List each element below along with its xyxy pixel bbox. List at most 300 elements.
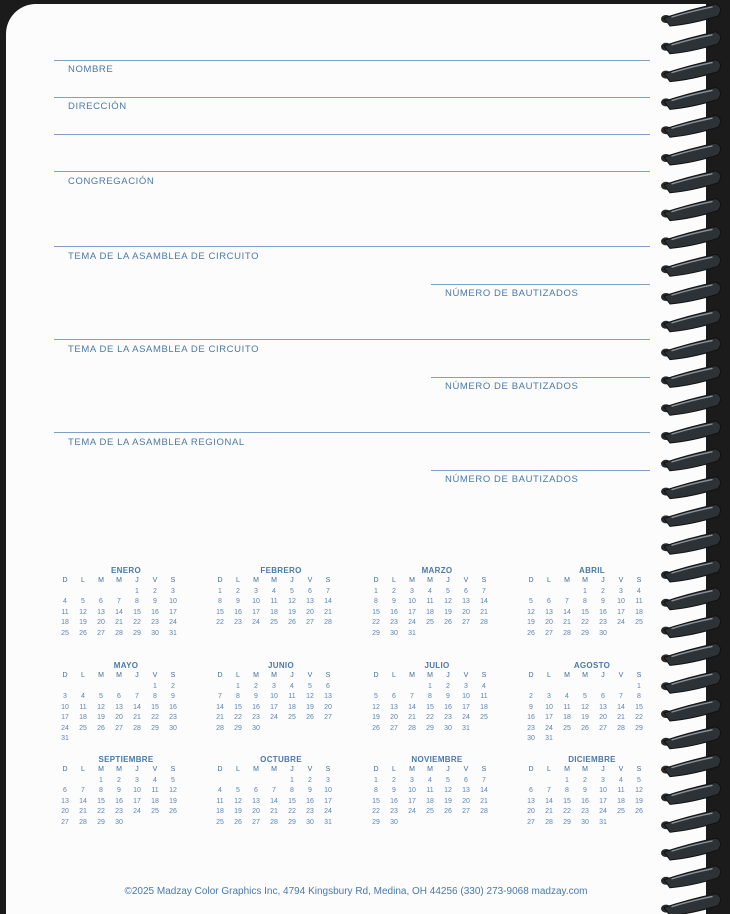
day-cell: 23 [234,619,242,626]
day-cell: 15 [581,608,589,616]
weekday-header: M [564,672,570,679]
day-cell: 30 [390,629,398,637]
weekday-header: J [290,766,294,773]
day-cell: 19 [97,714,105,721]
weekday-header: S [636,577,642,584]
day-cell: 20 [252,808,260,815]
month-septiembre [56,755,196,828]
weekday-header: J [446,672,450,679]
day-grid [56,576,196,639]
address-line-2[interactable] [54,171,650,172]
weekday-header: M [271,766,277,773]
day-cell: 28 [563,629,571,637]
day-cell: 14 [563,608,571,616]
day-grid [367,671,507,734]
day-cell: 22 [216,619,224,626]
day-cell: 1 [99,776,103,784]
weekday-header: J [290,672,294,679]
day-cell: 23 [115,808,123,815]
day-cell: 27 [462,619,470,626]
weekday-header: M [253,766,259,773]
weekday-header: M [564,577,570,584]
day-cell: 1 [236,682,240,690]
day-cell: 11 [79,703,87,711]
day-cell: 3 [326,776,330,784]
day-cell: 24 [545,724,553,732]
weekday-header: D [62,766,68,773]
day-cell: 26 [97,724,105,732]
day-cell: 24 [408,808,416,815]
day-cell: 30 [581,818,589,826]
day-cell: 14 [115,608,123,616]
weekday-header: S [481,766,487,773]
day-cell: 12 [169,787,177,794]
weekday-header: L [547,577,551,584]
day-cell: 26 [234,818,242,826]
weekday-header: V [463,672,469,679]
weekday-header: J [135,577,139,584]
day-cell: 21 [216,714,224,721]
month-mayo [56,661,196,745]
day-cell: 21 [270,808,278,815]
day-cell: 18 [216,808,224,815]
day-cell: 26 [635,808,643,815]
day-cell: 18 [635,608,643,616]
weekday-header: L [81,766,85,773]
day-cell: 29 [426,724,434,732]
day-cell: 23 [599,619,607,626]
day-cell: 29 [635,724,643,732]
weekday-header: L [392,672,396,679]
day-cell: 3 [171,587,175,595]
day-cell: 2 [236,587,240,595]
weekday-header: V [463,577,469,584]
baptized-1-label: NÚMERO DE BAUTIZADOS [445,288,579,299]
day-cell: 5 [171,776,175,784]
day-cell: 11 [563,703,571,711]
day-cell: 13 [61,797,69,805]
day-grid [522,671,662,745]
name-line[interactable] [54,97,650,98]
baptized-2-line[interactable] [431,377,650,378]
weekday-header: D [373,766,379,773]
day-cell: 13 [462,598,470,605]
day-cell: 22 [234,714,242,721]
day-cell: 6 [529,787,533,794]
day-cell: 10 [252,598,260,605]
day-cell: 11 [61,608,69,616]
weekday-header: J [601,577,605,584]
day-cell: 15 [563,797,571,805]
day-cell: 12 [306,693,314,700]
circuit-assembly-1-line[interactable] [54,339,650,340]
circuit-assembly-2-line[interactable] [54,432,650,433]
day-cell: 16 [169,703,177,711]
day-cell: 9 [583,787,587,794]
day-cell: 12 [527,608,535,616]
day-cell: 19 [372,714,380,721]
weekday-header: D [373,672,379,679]
day-cell: 2 [446,682,450,690]
day-cell: 9 [392,787,396,794]
day-cell: 29 [372,818,380,826]
weekday-header: S [170,577,176,584]
day-cell: 21 [563,619,571,626]
day-cell: 10 [545,703,553,711]
congregation-label: CONGREGACIÓN [68,176,155,187]
day-cell: 3 [272,682,276,690]
weekday-header: J [446,577,450,584]
day-cell: 18 [563,714,571,721]
weekday-header: V [307,672,313,679]
day-cell: 22 [563,808,571,815]
day-cell: 2 [117,776,121,784]
day-cell: 27 [390,724,398,732]
day-cell: 5 [308,682,312,690]
weekday-header: D [528,672,534,679]
empty-cell [92,682,110,693]
day-cell: 22 [288,808,296,815]
day-cell: 27 [115,724,123,732]
day-cell: 10 [61,703,69,711]
empty-cell [540,682,558,693]
day-cell: 13 [97,608,105,616]
day-cell: 12 [234,797,242,805]
day-cell: 28 [480,808,488,815]
day-cell: 10 [133,787,141,794]
congregation-line[interactable] [54,246,650,247]
day-cell: 5 [99,693,103,700]
baptized-1-line[interactable] [431,284,650,285]
day-cell: 28 [408,724,416,732]
day-cell: 15 [288,797,296,805]
day-cell: 3 [63,693,67,700]
day-cell: 9 [529,703,533,711]
day-cell: 9 [117,787,121,794]
day-cell: 30 [306,818,314,826]
day-cell: 17 [462,703,470,711]
day-cell: 11 [270,598,278,605]
day-cell: 4 [428,776,432,784]
month-name: FEBRERO [260,566,302,575]
day-grid [522,765,662,828]
day-cell: 8 [99,787,103,794]
circuit-assembly-2-label: TEMA DE LA ASAMBLEA DE CIRCUITO [68,344,260,355]
day-cell: 30 [169,724,177,732]
day-cell: 20 [390,714,398,721]
empty-cell [110,682,128,693]
day-cell: 6 [254,787,258,794]
empty-cell [229,776,247,787]
weekday-header: J [135,766,139,773]
day-cell: 19 [306,703,314,711]
day-cell: 16 [306,797,314,805]
day-grid [56,671,196,745]
day-cell: 15 [635,703,643,711]
day-cell: 2 [529,693,533,700]
day-cell: 21 [408,714,416,721]
day-cell: 3 [464,682,468,690]
day-cell: 6 [464,587,468,595]
day-cell: 11 [288,693,296,700]
day-cell: 19 [79,619,87,626]
day-cell: 14 [480,598,488,605]
weekday-header: M [98,672,104,679]
day-cell: 4 [272,587,276,595]
day-grid [211,765,351,828]
day-cell: 25 [79,724,87,732]
month-name: MAYO [113,661,139,670]
empty-cell [540,587,558,598]
day-cell: 26 [169,808,177,815]
day-cell: 10 [408,787,416,794]
weekday-header: V [152,577,158,584]
day-cell: 4 [428,587,432,595]
day-cell: 17 [545,714,553,721]
empty-cell [211,682,229,693]
address-line-1[interactable] [54,134,650,135]
day-cell: 22 [635,714,643,721]
day-cell: 19 [444,797,452,805]
day-cell: 20 [61,808,69,815]
day-grid [522,576,662,639]
day-cell: 22 [372,808,380,815]
day-cell: 30 [444,724,452,732]
day-grid [56,765,196,828]
day-cell: 20 [527,808,535,815]
day-cell: 25 [216,818,224,826]
day-cell: 2 [153,587,157,595]
day-cell: 11 [151,787,159,794]
day-cell: 24 [133,808,141,815]
name-label: NOMBRE [68,64,114,75]
day-cell: 13 [527,797,535,805]
day-cell: 18 [426,608,434,616]
day-cell: 25 [270,619,278,626]
day-cell: 15 [151,703,159,711]
day-cell: 1 [218,587,222,595]
day-cell: 23 [306,808,314,815]
weekday-header: D [62,672,68,679]
day-cell: 9 [392,598,396,605]
day-cell: 26 [581,724,589,732]
day-cell: 14 [324,598,332,605]
day-cell: 3 [410,587,414,595]
day-cell: 8 [236,693,240,700]
day-cell: 18 [151,797,159,805]
day-cell: 7 [272,787,276,794]
day-cell: 22 [581,619,589,626]
day-cell: 16 [151,608,159,616]
day-cell: 5 [290,587,294,595]
day-cell: 18 [426,797,434,805]
day-cell: 8 [637,693,641,700]
weekday-header: S [325,577,331,584]
day-cell: 22 [372,619,380,626]
weekday-header: M [409,672,415,679]
day-cell: 1 [565,776,569,784]
day-cell: 27 [97,629,105,637]
day-cell: 8 [290,787,294,794]
day-cell: 27 [545,629,553,637]
month-octubre [211,755,351,828]
day-cell: 12 [79,608,87,616]
day-cell: 16 [581,797,589,805]
day-cell: 17 [252,608,260,616]
day-cell: 1 [153,682,157,690]
day-cell: 14 [545,797,553,805]
day-cell: 17 [133,797,141,805]
day-cell: 11 [426,787,434,794]
day-cell: 26 [444,619,452,626]
day-grid [211,671,351,734]
day-cell: 25 [635,619,643,626]
day-cell: 3 [547,693,551,700]
day-cell: 23 [390,808,398,815]
day-cell: 24 [408,619,416,626]
day-cell: 17 [61,714,69,721]
day-cell: 12 [444,598,452,605]
day-cell: 3 [601,776,605,784]
empty-cell [558,587,576,598]
weekday-header: J [135,672,139,679]
day-cell: 1 [290,776,294,784]
day-cell: 4 [290,682,294,690]
empty-cell [211,776,229,787]
month-name: SEPTIEMBRE [98,755,154,764]
day-cell: 22 [151,714,159,721]
day-cell: 4 [81,693,85,700]
day-cell: 20 [599,714,607,721]
weekday-header: M [98,766,104,773]
day-cell: 15 [133,608,141,616]
day-cell: 2 [583,776,587,784]
day-cell: 7 [482,587,486,595]
weekday-header: M [116,766,122,773]
day-cell: 7 [410,693,414,700]
day-cell: 5 [374,693,378,700]
day-cell: 18 [79,714,87,721]
day-cell: 26 [288,619,296,626]
day-cell: 11 [480,693,488,700]
day-cell: 28 [79,818,87,826]
address-label: DIRECCIÓN [68,101,127,112]
weekday-header: L [236,577,240,584]
day-cell: 18 [617,797,625,805]
day-cell: 21 [133,714,141,721]
month-febrero [211,566,351,629]
day-cell: 23 [169,714,177,721]
day-cell: 23 [527,724,535,732]
weekday-header: L [547,672,551,679]
day-cell: 2 [308,776,312,784]
day-cell: 10 [169,598,177,605]
day-cell: 31 [169,629,177,637]
weekday-header: S [170,672,176,679]
day-cell: 15 [216,608,224,616]
weekday-header: D [528,766,534,773]
day-cell: 17 [169,608,177,616]
day-cell: 19 [169,797,177,805]
day-cell: 23 [581,808,589,815]
day-cell: 26 [306,714,314,721]
day-cell: 18 [61,619,69,626]
day-cell: 10 [270,693,278,700]
day-cell: 17 [617,608,625,616]
empty-cell [128,682,146,693]
day-grid [367,576,507,639]
day-cell: 4 [218,787,222,794]
day-cell: 4 [619,776,623,784]
day-cell: 31 [408,629,416,637]
weekday-header: V [463,766,469,773]
day-cell: 12 [581,703,589,711]
day-cell: 15 [372,797,380,805]
day-cell: 25 [563,724,571,732]
baptized-3-line[interactable] [431,470,650,471]
weekday-header: M [582,577,588,584]
day-cell: 31 [324,818,332,826]
day-cell: 9 [171,693,175,700]
day-cell: 29 [372,629,380,637]
day-cell: 8 [374,787,378,794]
empty-cell [594,682,612,693]
day-cell: 9 [308,787,312,794]
weekday-header: L [236,766,240,773]
empty-cell [522,587,540,598]
day-cell: 27 [324,714,332,721]
day-cell: 21 [79,808,87,815]
day-cell: 10 [324,787,332,794]
day-cell: 30 [599,629,607,637]
day-cell: 27 [252,818,260,826]
day-cell: 6 [117,693,121,700]
weekday-header: D [62,577,68,584]
day-cell: 26 [79,629,87,637]
month-name: MARZO [421,566,453,575]
weekday-header: M [98,577,104,584]
day-cell: 14 [133,703,141,711]
day-cell: 27 [599,724,607,732]
day-cell: 30 [527,735,535,742]
weekday-header: J [601,672,605,679]
weekday-header: L [81,672,85,679]
month-name: ABRIL [579,566,605,575]
circuit-assembly-1-label: TEMA DE LA ASAMBLEA DE CIRCUITO [68,251,260,262]
day-cell: 4 [565,693,569,700]
day-cell: 26 [372,724,380,732]
weekday-header: V [152,672,158,679]
weekday-header: S [481,577,487,584]
day-cell: 31 [462,724,470,732]
day-cell: 25 [617,808,625,815]
day-cell: 17 [408,608,416,616]
day-cell: 8 [218,598,222,605]
day-cell: 31 [61,735,69,742]
day-cell: 16 [390,797,398,805]
weekday-header: M [253,672,259,679]
day-cell: 24 [270,714,278,721]
empty-cell [92,587,110,598]
planner-page [6,4,706,914]
day-cell: 6 [308,587,312,595]
weekday-header: M [582,766,588,773]
weekday-header: J [446,766,450,773]
day-cell: 21 [617,714,625,721]
day-cell: 29 [133,629,141,637]
day-cell: 5 [236,787,240,794]
day-cell: 3 [619,587,623,595]
